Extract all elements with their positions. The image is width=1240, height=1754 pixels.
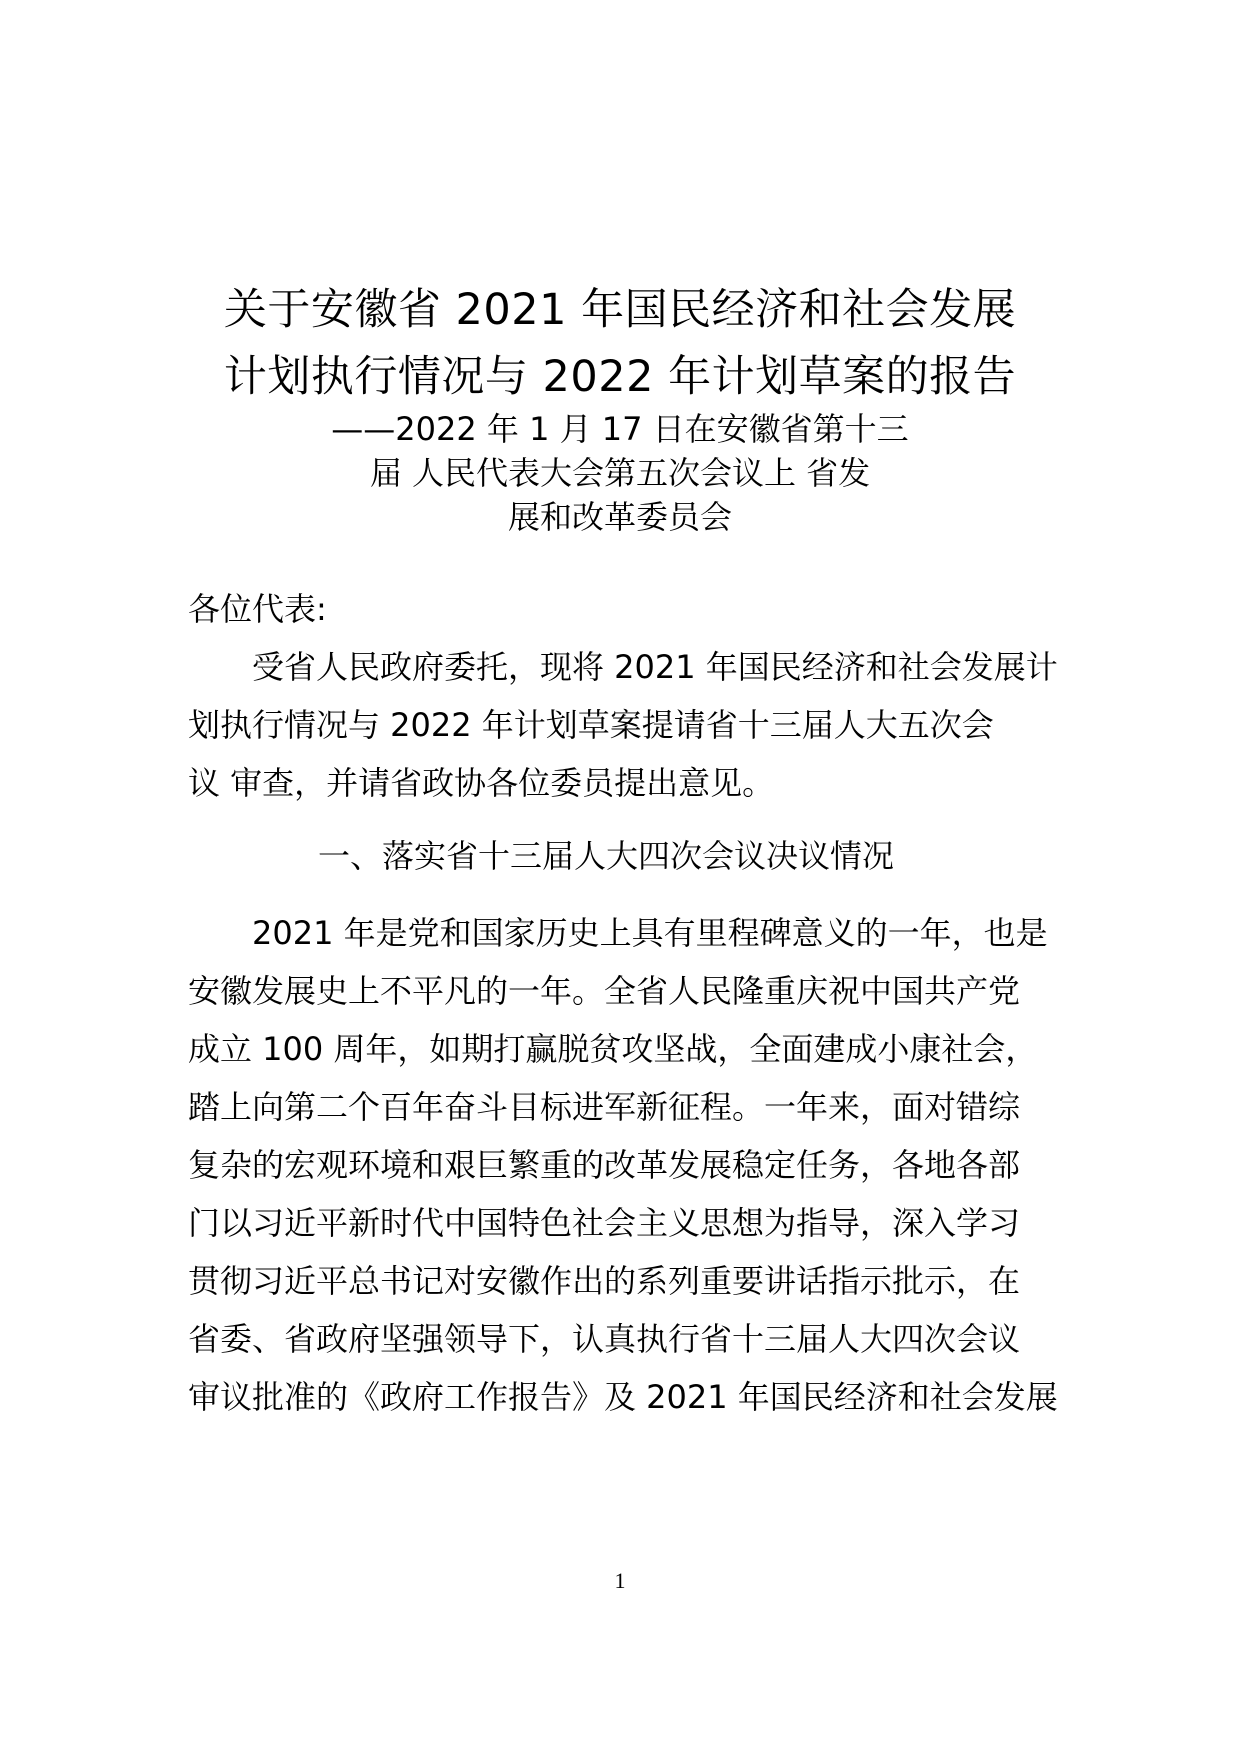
section-heading: 一、落实省十三届人大四次会议决议情况: [318, 837, 895, 875]
intro-line: 划执行情况与 2022 年计划草案提请省十三届人大五次会: [188, 706, 994, 744]
body-line: 贯彻习近平总书记对安徽作出的系列重要讲话指示批示，在: [188, 1262, 1021, 1300]
page-number: 1: [614, 1568, 626, 1593]
report-subtitle-line-2: 届 人民代表大会第五次会议上 省发: [369, 454, 871, 492]
intro-line: 受省人民政府委托，现将 2021 年国民经济和社会发展计: [252, 648, 1058, 686]
report-title-line-1: 关于安徽省 2021 年国民经济和社会发展: [223, 285, 1017, 335]
body-line: 省委、省政府坚强领导下，认真执行省十三届人大四次会议: [188, 1320, 1021, 1358]
report-subtitle-line-3: 展和改革委员会: [507, 498, 732, 536]
body-line: 审议批准的《政府工作报告》及 2021 年国民经济和社会发展: [188, 1378, 1058, 1416]
report-subtitle-line-1: ——2022 年 1 月 17 日在安徽省第十三: [331, 410, 909, 448]
intro-line: 议 审查，并请省政协各位委员提出意见。: [188, 764, 775, 802]
body-line: 成立 100 周年，如期打赢脱贫攻坚战，全面建成小康社会，: [188, 1030, 1038, 1068]
body-line: 门以习近平新时代中国特色社会主义思想为指导，深入学习: [188, 1204, 1021, 1242]
body-line: 2021 年是党和国家历史上具有里程碑意义的一年，也是: [252, 914, 1048, 952]
report-title-line-2: 计划执行情况与 2022 年计划草案的报告: [223, 352, 1017, 402]
body-line: 踏上向第二个百年奋斗目标进军新征程。一年来，面对错综: [188, 1088, 1021, 1126]
body-line: 复杂的宏观环境和艰巨繁重的改革发展稳定任务，各地各部: [188, 1146, 1021, 1184]
body-line: 安徽发展史上不平凡的一年。全省人民隆重庆祝中国共产党: [188, 972, 1021, 1010]
salutation: 各位代表:: [188, 590, 327, 628]
